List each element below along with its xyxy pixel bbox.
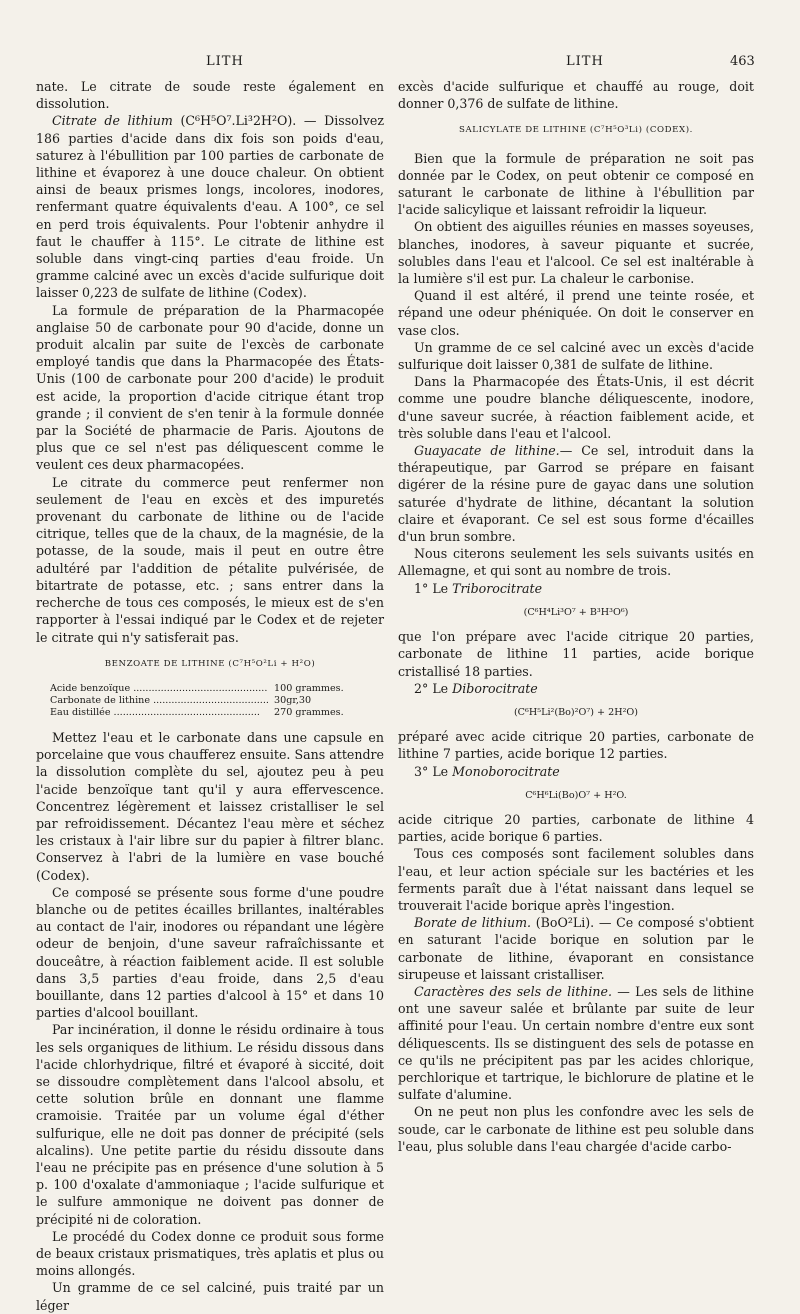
section-heading: BENZOATE DE LITHINE (C⁷H⁵O²Li + H²O) (104, 658, 316, 669)
chemical-formula: (C⁶H⁴Li³O⁷ + B³H³O⁶) (523, 606, 629, 618)
recipe-row (50, 695, 350, 707)
paragraph-text: — Les sels de lithine ont une saveur salée et brûlante par suite de leur affinité pour l'eau. Un certain nombre d'entre eux sont déliquescents. Ils se distinguent des sels de potasse en ce qu'ils ne précipitent pas par les acides chlorique, perchlorique et tartrique, le bichlorure de platine et le sulfate d'alumine. (398, 983, 754, 1103)
item-number: 1° Le (414, 580, 449, 596)
recipe-row (50, 683, 350, 695)
paragraph: Quand il est altéré, il prend une teinte rosée, et répand une odeur phéniquée. On doit le conserver en vase clos. (398, 288, 754, 338)
section-heading: SALICYLATE DE LITHINE (C⁷H⁵O³Li) (CODEX). (458, 125, 694, 136)
running-header (0, 54, 800, 76)
paragraph: La formule de préparation de la Pharmacopée anglaise 50 de carbonate pour 90 d'acide, donne un produit alcalin par suite de l'excès de carbonate employé tandis que dans la Pharmacopée des États-Unis (100 de carbonate pour 200 d'acide) le produit est acide, la proportion d'acide citrique étant trop grande ; il convient de s'en tenir à la formule donnée par la Société de pharmacie de Paris. Ajoutons de plus que ce sel n'est pas déliquescent comme le veulent ces deux pharmacopées. (36, 302, 384, 473)
paragraph: Le procédé du Codex donne ce produit sous forme de beaux cristaux prismatiques, très aplatis et plus ou moins allongés. (36, 1228, 384, 1279)
paragraph: nate. Le citrate de soude reste également en dissolution. (36, 79, 384, 112)
paragraph: Nous citerons seulement les sels suivants usités en Allemagne, et qui sont au nombre de trois. (398, 546, 754, 579)
item-name: Diborocitrate (452, 680, 538, 696)
chemical-formula: (C⁶H⁵O⁷.Li³2H²O). (180, 113, 297, 129)
paragraph-citrate (36, 112, 384, 301)
paragraph: Un gramme de ce sel calciné avec un excès d'acide sulfurique doit laisser 0,381 de sulfate de lithine. (398, 339, 754, 373)
item-name: Monoborocitrate (452, 763, 560, 779)
paragraph-guayacate (398, 442, 754, 545)
ingredient-qty: 270 grammes. (274, 706, 344, 718)
paragraph-caracteres (398, 983, 754, 1103)
paragraph: excès d'acide sulfurique et chauffé au rouge, doit donner 0,376 de sulfate de lithine. (398, 79, 754, 112)
paragraph: Le citrate du commerce peut renfermer non seulement de l'eau en excès et des impuretés provenant du carbonate de lithine ou de l'acide citrique, telles que de la chaux, de la magnésie, de la potasse, de la soude, mais il peut en outre être adultéré par l'addition de pétalite pulvérisée, de bitartrate de potasse, etc. ; sans entrer dans la recherche de tous ces composés, le mieux est de s'en rapporter à l'essai indiqué par le Codex et de rejeter le citrate qui n'y satisferait pas. (36, 474, 384, 645)
item-number: 3° Le (414, 763, 449, 779)
chemical-formula: (BoO²Li). (535, 915, 595, 931)
recipe-table (50, 683, 384, 719)
paragraph-text: — Ce composé s'obtient en saturant l'acide borique en solution par le carbonate de lithine, évaporant en consistance sirupeuse et laissant cristalliser. (398, 915, 754, 982)
paragraph-text: — Dissolvez 186 parties d'acide dans dix fois son poids d'eau, saturez à l'ébullition par 100 parties de carbonate de lithine et évaporez à une douce chaleur. On obtient ainsi de beaux prismes longs, incolores, inodores, renfermant quatre équivalents d'eau. A 100°, ce sel en perd trois équivalents. Pour l'obtenir anhydre il faut le chauffer à 115°. Le citrate de lithine est soluble dans vingt-cinq parties d'eau froide. Un gramme calciné avec un excès d'acide sulfurique doit laisser 0,223 de sulfate de lithine (Codex). (36, 113, 384, 301)
paragraph: Un gramme de ce sel calciné, puis traité par un léger (36, 1280, 384, 1313)
list-item-monoborocitrate (398, 763, 754, 780)
list-item-diborocitrate (398, 680, 754, 697)
paragraph: On ne peut non plus les confondre avec les sels de soude, car le carbonate de lithine est peu soluble dans l'eau, plus soluble dans l'eau chargée d'acide carbo- (398, 1104, 754, 1154)
left-column (36, 78, 384, 1314)
paragraph: Ce composé se présente sous forme d'une poudre blanche ou de petites écailles brillantes, inaltérables au contact de l'air, inodores ou répandant une légère odeur de benjoin, d'une saveur rafraîchissante et douceâtre, à réaction faiblement acide. Il est soluble dans 3,5 parties d'eau froide, dans 2,5 d'eau bouillante, dans 12 parties d'alcool à 15° et dans 10 parties d'alcool bouillant. (36, 884, 384, 1021)
item-number: 2° Le (414, 680, 449, 696)
paragraph: acide citrique 20 parties, carbonate de lithine 4 parties, acide borique 6 parties. (398, 811, 754, 845)
section-title: Borate de lithium. (414, 915, 532, 931)
paragraph: que l'on prépare avec l'acide citrique 20 parties, carbonate de lithine 11 parties, acide borique cristallisé 18 parties. (398, 629, 754, 679)
ingredient-name: Carbonate de lithine ..... (50, 695, 268, 707)
item-name: Triborocitrate (452, 580, 543, 596)
paragraph: Dans la Pharmacopée des États-Unis, il est décrit comme une poudre blanche déliquescente, inodore, d'une saveur sucrée, à réaction faiblement acide, et très soluble dans l'eau et l'alcool. (398, 374, 754, 441)
ingredient-qty: 30gr,30 (274, 694, 312, 706)
paragraph-text: — Ce sel, introduit dans la thérapeutique, par Garrod se prépare en faisant digérer de la résine pure de gayac dans une solution saturée d'hydrate de lithine, décantant la solution claire et évaporant. Ce sel est sous forme d'écailles d'un brun sombre. (398, 443, 754, 545)
right-column (398, 78, 754, 1155)
ingredient-name: Acide benzoïque ..... (50, 683, 268, 695)
ingredient-qty: 100 grammes. (274, 682, 344, 694)
list-item-triborocitrate (398, 580, 754, 597)
paragraph: Par incinération, il donne le résidu ordinaire à tous les sels organiques de lithium. Le résidu dissous dans l'acide chlorhydrique, filtré et évaporé à siccité, doit se dissoudre complètement dans l'alcool absolu, et cette solution brûle en donnant une flamme cramoisie. Traitée par un volume égal d'éther sulfurique, elle ne doit pas donner de précipité (sels alcalins). Une petite partie du résidu dissoute dans l'eau ne précipite pas en présence d'une solution à 5 p. 100 d'oxalate d'ammoniaque ; l'acide sulfurique et le sulfure ammonique ne doivent pas donner de précipité ni de coloration. (36, 1022, 384, 1227)
ingredient-name: Eau distillée ..... (50, 707, 268, 719)
paragraph-borate (398, 914, 754, 983)
paragraph: Tous ces composés sont facilement solubles dans l'eau, et leur action spéciale sur les bactéries et les ferments paraît due à l'état naissant dans lequel se trouverait l'acide borique après l'ingestion. (398, 846, 754, 913)
section-title: Caractères des sels de lithine. (414, 983, 612, 999)
paragraph: On obtient des aiguilles réunies en masses soyeuses, blanches, inodores, à saveur piquante et sucrée, solubles dans l'eau et l'alcool. Ce sel est inaltérable à la lumière s'il est pur. La chaleur le carbonise. (398, 219, 754, 287)
paragraph: préparé avec acide citrique 20 parties, carbonate de lithine 7 parties, acide borique 12 parties. (398, 729, 754, 762)
page-number: 463 (730, 54, 755, 69)
section-title: Citrate de lithium (52, 113, 173, 129)
section-title: Guayacate de lithine. (414, 443, 560, 459)
recipe-row (50, 707, 350, 719)
paragraph: Bien que la formule de préparation ne soit pas donnée par le Codex, on peut obtenir ce composé en saturant le carbonate de lithine à l'ébullition par l'acide salicylique et laissant refroidir la liqueur. (398, 150, 754, 218)
chemical-formula: (C⁶H⁵Li²(Bo)²O⁷) + 2H²O) (513, 706, 639, 718)
chemical-formula: C⁶H⁶Li(Bo)O⁷ + H²O. (525, 789, 627, 801)
header-left-title: LITH (206, 54, 244, 69)
header-right-title: LITH (566, 54, 604, 69)
paragraph: Mettez l'eau et le carbonate dans une capsule en porcelaine que vous chaufferez ensuite. Sans attendre la dissolution complète du sel, ajoutez peu à peu l'acide benzoïque tant qu'il y aura effervescence. Concentrez légèrement et laissez cristalliser le sel par refroidissement. Décantez l'eau mère et séchez les cristaux à l'air libre sur du papier à filtrer blanc. Conservez à l'abri de la lumière en vase bouché (Codex). (36, 729, 384, 883)
